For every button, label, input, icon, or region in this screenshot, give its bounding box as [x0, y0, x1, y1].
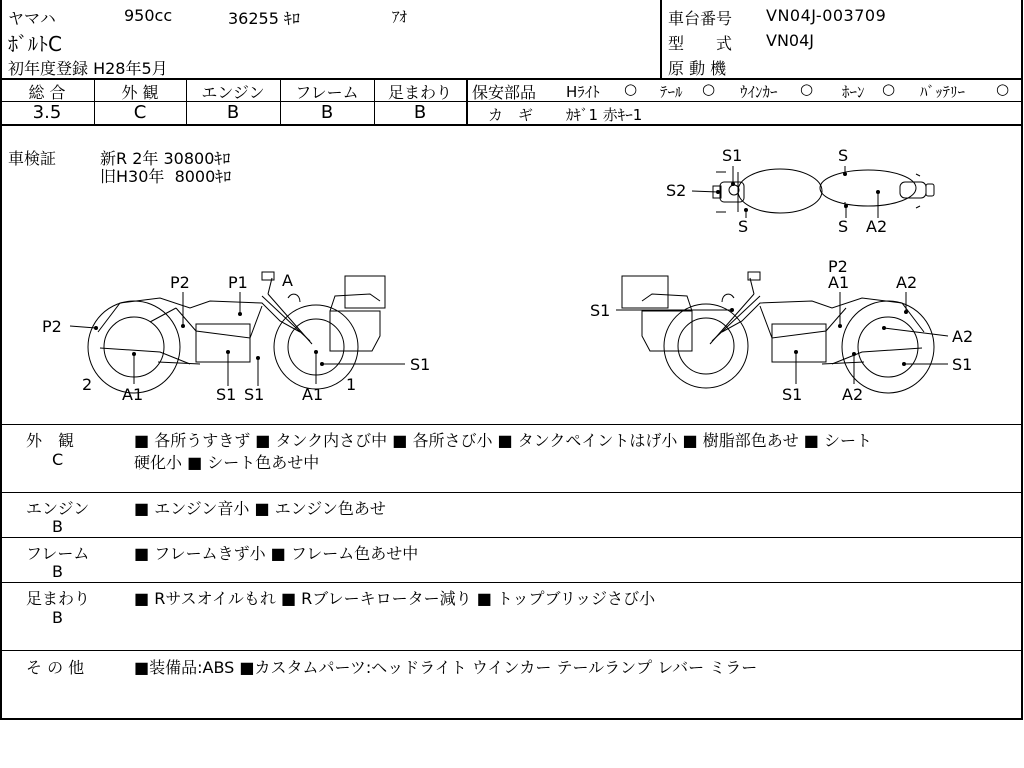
color: ｱｵ: [392, 8, 408, 26]
label-dots: [94, 172, 908, 366]
displacement: 950cc: [124, 6, 173, 25]
safety-item-tail: ﾃｰﾙ: [660, 83, 683, 101]
detail-other-label: そ の 他: [26, 658, 85, 677]
label-s-top: S: [838, 146, 849, 165]
bottom-border: [0, 718, 1023, 720]
leader-lines: [70, 166, 948, 386]
type-value: VN04J: [766, 31, 814, 50]
mileage: 36255 ｷﾛ: [228, 9, 300, 28]
winker-ok-mark: ○: [800, 80, 814, 98]
overall-label: 総 合: [28, 83, 66, 102]
safety-item-battery: ﾊﾞｯﾃﾘｰ: [920, 83, 966, 101]
grade-col-5: [466, 78, 468, 125]
safety-item-horn: ﾎｰﾝ: [842, 83, 865, 101]
label-s-top-right: S: [838, 217, 849, 236]
first-registration: 初年度登録 H28年5月: [8, 59, 168, 78]
label-s-top-left: S: [738, 217, 749, 236]
detail-suspension-label: 足まわり: [26, 589, 91, 608]
tail-ok-mark: ○: [702, 80, 716, 98]
label-a1-left: A1: [122, 385, 144, 404]
label-p2-right: P2: [828, 257, 848, 276]
bike-right-view: [622, 272, 934, 393]
bike-top-view: [713, 169, 934, 213]
details-top-line: [0, 424, 1023, 425]
frame-grade: B: [320, 102, 334, 123]
detail-line-3: [0, 582, 1023, 583]
exterior-label: 外 観: [121, 83, 159, 102]
label-s1-right-left: S1: [590, 301, 611, 320]
frame-label: フレーム: [295, 83, 359, 102]
detail-line-1: [0, 492, 1023, 493]
inspection-label: 車検証: [8, 149, 57, 168]
label-s1-left-b: S1: [244, 385, 265, 404]
damage-diagram: [0, 126, 1022, 424]
label-s1-right-right: S1: [952, 355, 973, 374]
detail-engine-line1: ■ エンジン音小 ■ エンジン色あせ: [134, 499, 386, 518]
label-p1-left: P1: [228, 273, 248, 292]
engine-grade: B: [226, 102, 240, 123]
label-p2-left-top: P2: [170, 273, 190, 292]
detail-engine-label: エンジン: [26, 499, 90, 518]
label-a2-right: A2: [952, 327, 974, 346]
label-s1-top: S1: [722, 146, 743, 165]
detail-frame-line1: ■ フレームきず小 ■ フレーム色あせ中: [134, 544, 419, 563]
detail-exterior-grade: C: [52, 450, 64, 469]
frame-no-label: 車台番号: [668, 9, 733, 28]
maker: ヤマハ: [8, 9, 56, 28]
engine-label: エンジン: [201, 83, 265, 102]
detail-other-line1: ■装備品:ABS ■カスタムパーツ:ヘッドライト ウインカー テールランプ レバー ミラー: [134, 658, 758, 677]
detail-exterior-line1: ■ 各所うすきず ■ タンク内さび中 ■ 各所さび小 ■ タンクペイントはげ小 ■ 樹脂部色あせ ■ シート: [134, 431, 873, 450]
safety-item-winker: ｳｲﾝｶｰ: [740, 83, 778, 101]
safety-label: 保安部品: [472, 83, 537, 102]
detail-exterior-label: 外 観: [26, 431, 75, 450]
key-label: カ ギ: [488, 106, 534, 124]
detail-frame-grade: B: [52, 562, 63, 581]
label-a-left: A: [282, 271, 293, 290]
detail-exterior-line2: 硬化小 ■ シート色あせ中: [134, 453, 320, 472]
label-a2-top: A2: [866, 217, 888, 236]
label-s1-right-bottom: S1: [782, 385, 803, 404]
label-s2-top: S2: [666, 181, 687, 200]
detail-frame-label: フレーム: [26, 544, 90, 563]
overall-grade: 3.5: [32, 102, 62, 123]
engine-type-label: 原 動 機: [668, 59, 727, 78]
diagram-labels: [42, 146, 973, 404]
label-a2-right-bottom: A2: [842, 385, 864, 404]
exterior-grade: C: [133, 102, 147, 123]
label-p2-left: P2: [42, 317, 62, 336]
label-a2-right-top: A2: [896, 273, 918, 292]
label-2-left: 2: [82, 375, 93, 394]
detail-suspension-line1: ■ Rサスオイルもれ ■ Rブレーキローター減り ■ トップブリッジさび小: [134, 589, 656, 608]
detail-line-4: [0, 650, 1023, 651]
header-divider: [660, 0, 662, 78]
label-s1-left-right: S1: [410, 355, 431, 374]
safety-item-headlight: Hﾗｲﾄ: [566, 83, 600, 101]
inspection-new: 新R 2年 30800ｷﾛ: [100, 149, 231, 168]
headlight-ok-mark: ○: [624, 80, 638, 98]
detail-suspension-grade: B: [52, 608, 63, 627]
battery-ok-mark: ○: [996, 80, 1010, 98]
model-name: ﾎﾞﾙﾄC: [8, 32, 62, 56]
detail-line-2: [0, 537, 1023, 538]
frame-no: VN04J-003709: [766, 6, 887, 25]
inspection-old: 旧H30年 8000ｷﾛ: [100, 167, 232, 186]
detail-engine-grade: B: [52, 517, 63, 536]
label-s1-left-a: S1: [216, 385, 237, 404]
suspension-label: 足まわり: [387, 83, 452, 102]
label-a1-left-b: A1: [302, 385, 324, 404]
suspension-grade: B: [413, 102, 427, 123]
label-1-left: 1: [346, 375, 357, 394]
key-value: ｶｷﾞ1 赤ｷｰ1: [566, 106, 643, 124]
label-a1-right-top: A1: [828, 273, 850, 292]
type-label: 型 式: [668, 34, 733, 53]
horn-ok-mark: ○: [882, 80, 896, 98]
